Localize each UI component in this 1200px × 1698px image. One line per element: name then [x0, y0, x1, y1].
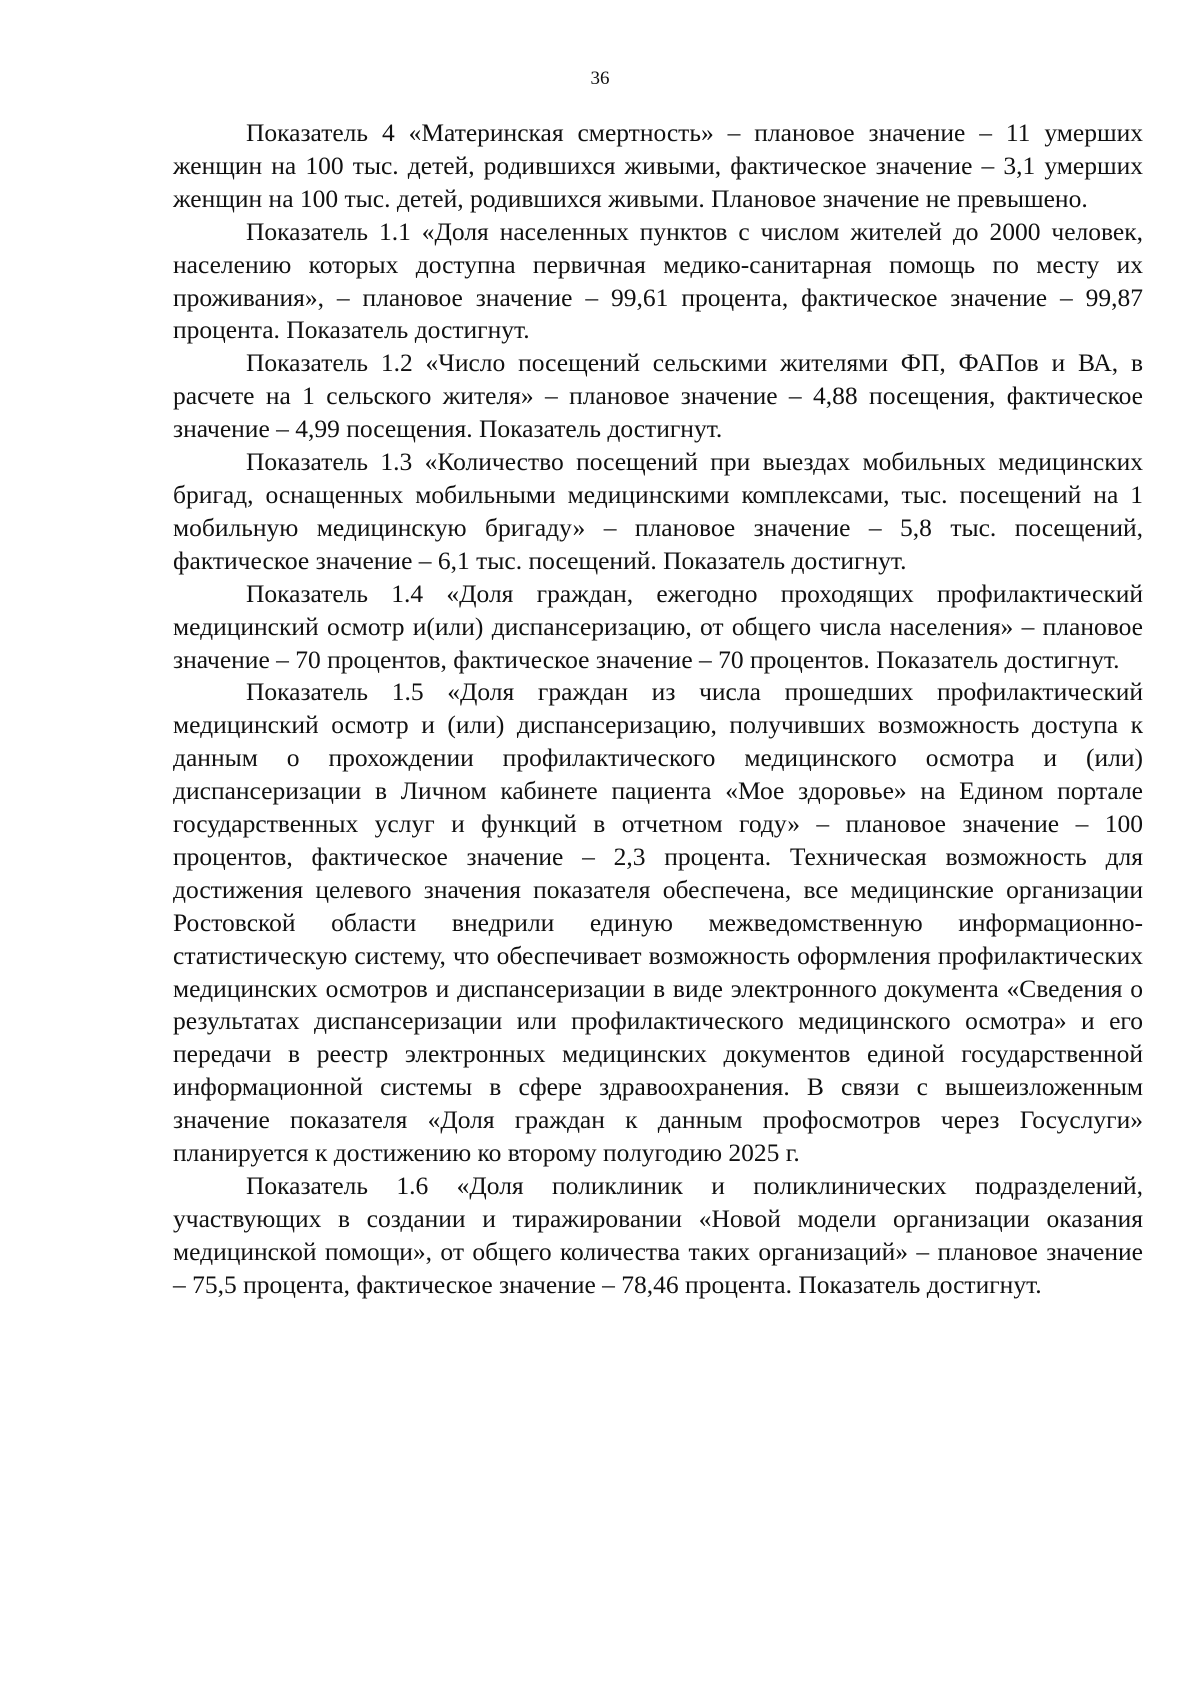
document-body — [173, 117, 1143, 1302]
paragraph-indicator-1-2: Показатель 1.2 «Число посещений сельскими жителями ФП, ФАПов и ВА, в расчете на 1 сельского жителя» – плановое значение – 4,88 посещения, фактическое значение – 4,99 посещения. Показатель достигнут. — [173, 348, 1143, 444]
paragraph-indicator-1-1: Показатель 1.1 «Доля населенных пунктов с числом жителей до 2000 человек, населению которых доступна первичная медико-санитарная помощь по месту их проживания», – плановое значение – 99,61 процента, фактическое значение – 99,87 процента. Показатель достигнут. — [173, 216, 1143, 345]
paragraph-indicator-1-3: Показатель 1.3 «Количество посещений при выездах мобильных медицинских бригад, оснащенных мобильными медицинскими комплексами, тыс. посещений на 1 мобильную медицинскую бригаду» – плановое значение – 5,8 тыс. посещений, фактическое значение – 6,1 тыс. посещений. Показатель достигнут. — [173, 447, 1143, 575]
page-number: 36 — [590, 68, 610, 89]
paragraph-indicator-1-6: Показатель 1.6 «Доля поликлиник и поликлинических подразделений, участвующих в создании и тиражировании «Новой модели организации оказания медицинской помощи», от общего количества таких организаций» – плановое значение – 75,5 процента, фактическое значение – 78,46 процента. Показатель достигнут. — [173, 1171, 1143, 1299]
paragraph-indicator-1-4: Показатель 1.4 «Доля граждан, ежегодно проходящих профилактический медицинский осмотр и(или) диспансеризацию, от общего числа населения» – плановое значение – 70 процентов, фактическое значение – 70 процентов. Показатель достигнут. — [173, 578, 1143, 674]
paragraph-indicator-1-5: Показатель 1.5 «Доля граждан из числа прошедших профилактический медицинский осмотр и (или) диспансеризацию, получивших возможность доступа к данным о прохождении профилактического медицинского осмотра и (или) диспансеризации в Личном кабинете пациента «Мое здоровье» на Едином портале государственных услуг и функций в отчетном году» – плановое значение – 100 процентов, фактическое значение – 2,3 процента. Техническая возможность для достижения целевого значения показателя обеспечена, все медицинские организации Ростовской области внедрили единую межведомственную информационно-статистическую систему, что обеспечивает возможность оформления профилактических медицинских осмотров и диспансеризации в виде электронного документа «Сведения о результатах диспансеризации или профилактического медицинского осмотра» и его передачи в реестр электронных медицинских документов единой государственной информационной системы в сфере здравоохранения. В связи с вышеизложенным значение показателя «Доля граждан к данным профосмотров через Госуслуги» планируется к достижению ко второму полугодию 2025 г. — [173, 677, 1143, 1168]
paragraph-indicator-4: Показатель 4 «Материнская смертность» – плановое значение – 11 умерших женщин на 100 тыс. детей, родившихся живыми, фактическое значение – 3,1 умерших женщин на 100 тыс. детей, родившихся живыми. Плановое значение не превышено. — [173, 118, 1143, 213]
